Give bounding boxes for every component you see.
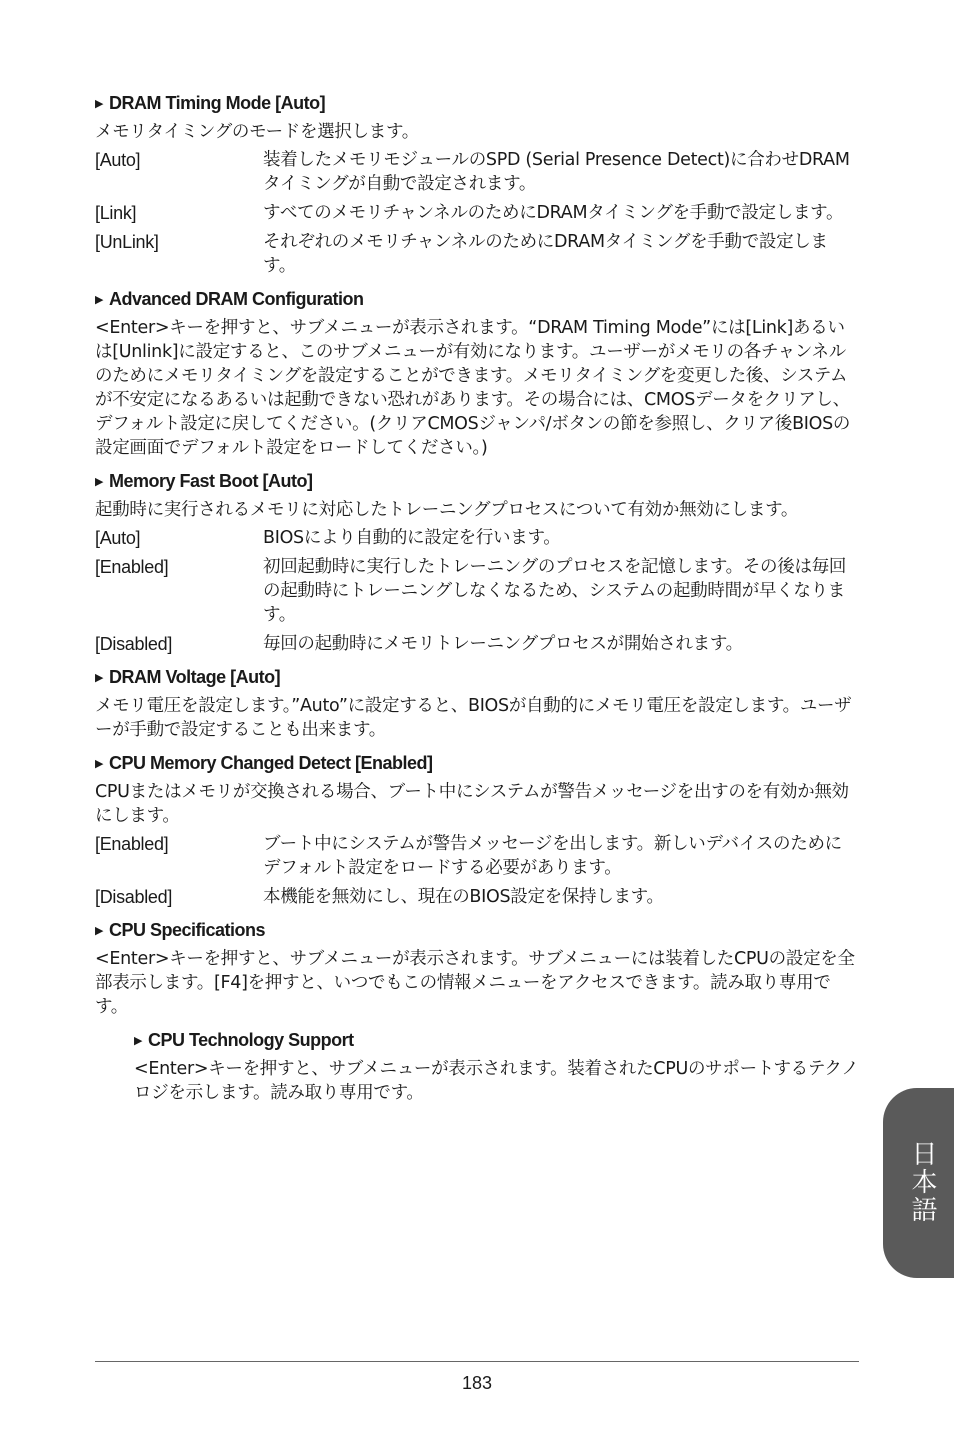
triangle-bullet-icon: ▶ xyxy=(134,1035,142,1047)
heading-text: DRAM Timing Mode [Auto] xyxy=(108,93,326,113)
section-cpu-memory-changed-detect xyxy=(95,751,859,909)
section-dram-timing-mode xyxy=(95,91,859,278)
section-paragraph: <Enter>キーを押すと、サブメニューが表示されます。サブメニューには装着したCPUの設定を全部表示します。[F4]を押すと、いつでもこの情報メニューをアクセスできます。読み取り専用です。 xyxy=(95,949,855,1017)
section-paragraph: 起動時に実行されるメモリに対応したトレーニングプロセスについて有効か無効にします。 xyxy=(95,500,799,520)
section-advanced-dram-configuration xyxy=(95,287,859,460)
option-row xyxy=(95,230,859,278)
section-dram-voltage xyxy=(95,665,859,742)
heading-text: Memory Fast Boot [Auto] xyxy=(108,471,313,491)
section-paragraph: メモリ電圧を設定します。”Auto”に設定すると、BIOSが自動的にメモリ電圧を設定します。ユーザーが手動で設定することも出来ます。 xyxy=(95,696,852,740)
section-paragraph: <Enter>キーを押すと、サブメニューが表示されます。装着されたCPUのサポートするテクノロジを示します。読み取り専用です。 xyxy=(134,1059,859,1103)
language-tab-label: 日本語 xyxy=(907,1140,937,1224)
option-row xyxy=(95,555,859,627)
triangle-bullet-icon: ▶ xyxy=(95,98,103,110)
option-row xyxy=(95,201,859,225)
option-key: [UnLink] xyxy=(95,232,159,252)
option-row xyxy=(95,885,859,909)
section-cpu-specifications xyxy=(95,918,859,1019)
option-desc: すべてのメモリチャンネルのためにDRAMタイミングを手動で設定します。 xyxy=(263,203,844,223)
section-paragraph: <Enter>キーを押すと、サブメニューが表示されます。“DRAM Timing Mode”には[Link]あるいは[Unlink]に設定すると、このサブメニューが有効になります。ユーザーがメモリの各チャンネルのためにメモリタイミングを設定することができます。メモリタイミングを変更した後、システムが不安定になるあるいは起動できない恐れがあります。その場合には、CMOSデータをクリアし、デフォルト設定に戻してください。(クリアCMOSジャンパ/ボタンの節を参照し、クリア後BIOSの設定画面でデフォルト設定をロードしてください。) xyxy=(95,318,851,458)
option-desc: 装着したメモリモジュールのSPD (Serial Presence Detect)に合わせDRAMタイミングが自動で設定されます。 xyxy=(263,150,850,194)
section-heading xyxy=(134,1028,859,1053)
subsection-cpu-technology-support xyxy=(134,1028,859,1105)
option-desc: 初回起動時に実行したトレーニングのプロセスを記憶します。その後は毎回の起動時にトレーニングしなくなるため、システムの起動時間が早くなります。 xyxy=(263,557,847,625)
option-desc: ブート中にシステムが警告メッセージを出します。新しいデバイスのためにデフォルト設定をロードする必要があります。 xyxy=(263,834,842,878)
triangle-bullet-icon: ▶ xyxy=(95,294,103,306)
option-row xyxy=(95,526,859,550)
option-row xyxy=(95,632,859,656)
section-heading xyxy=(95,287,859,312)
option-key: [Disabled] xyxy=(95,887,173,907)
heading-text: CPU Technology Support xyxy=(147,1030,354,1050)
option-desc: BIOSにより自動的に設定を行います。 xyxy=(263,528,561,548)
triangle-bullet-icon: ▶ xyxy=(95,672,103,684)
section-heading xyxy=(95,918,859,943)
option-row xyxy=(95,148,859,196)
heading-text: CPU Specifications xyxy=(108,920,266,940)
option-desc: それぞれのメモリチャンネルのためにDRAMタイミングを手動で設定します。 xyxy=(263,232,828,276)
section-paragraph: CPUまたはメモリが交換される場合、ブート中にシステムが警告メッセージを出すのを有効か無効にします。 xyxy=(95,782,849,826)
section-heading xyxy=(95,469,859,494)
heading-text: Advanced DRAM Configuration xyxy=(108,289,364,309)
triangle-bullet-icon: ▶ xyxy=(95,758,103,770)
triangle-bullet-icon: ▶ xyxy=(95,925,103,937)
section-paragraph: メモリタイミングのモードを選択します。 xyxy=(95,122,419,142)
section-memory-fast-boot xyxy=(95,469,859,656)
section-heading xyxy=(95,91,859,116)
section-heading xyxy=(95,751,859,776)
heading-text: CPU Memory Changed Detect [Enabled] xyxy=(108,753,433,773)
footer-divider xyxy=(95,1361,859,1362)
language-tab xyxy=(883,1088,954,1278)
option-key: [Enabled] xyxy=(95,834,169,854)
manual-content xyxy=(95,91,859,1114)
heading-text: DRAM Voltage [Auto] xyxy=(108,667,281,687)
option-desc: 本機能を無効にし、現在のBIOS設定を保持します。 xyxy=(263,887,664,907)
option-key: [Auto] xyxy=(95,528,141,548)
option-key: [Link] xyxy=(95,203,137,223)
option-row xyxy=(95,832,859,880)
triangle-bullet-icon: ▶ xyxy=(95,476,103,488)
page-number: 183 xyxy=(461,1373,493,1393)
option-key: [Disabled] xyxy=(95,634,173,654)
option-desc: 毎回の起動時にメモリトレーニングプロセスが開始されます。 xyxy=(263,634,743,654)
section-heading xyxy=(95,665,859,690)
option-key: [Auto] xyxy=(95,150,141,170)
option-key: [Enabled] xyxy=(95,557,169,577)
